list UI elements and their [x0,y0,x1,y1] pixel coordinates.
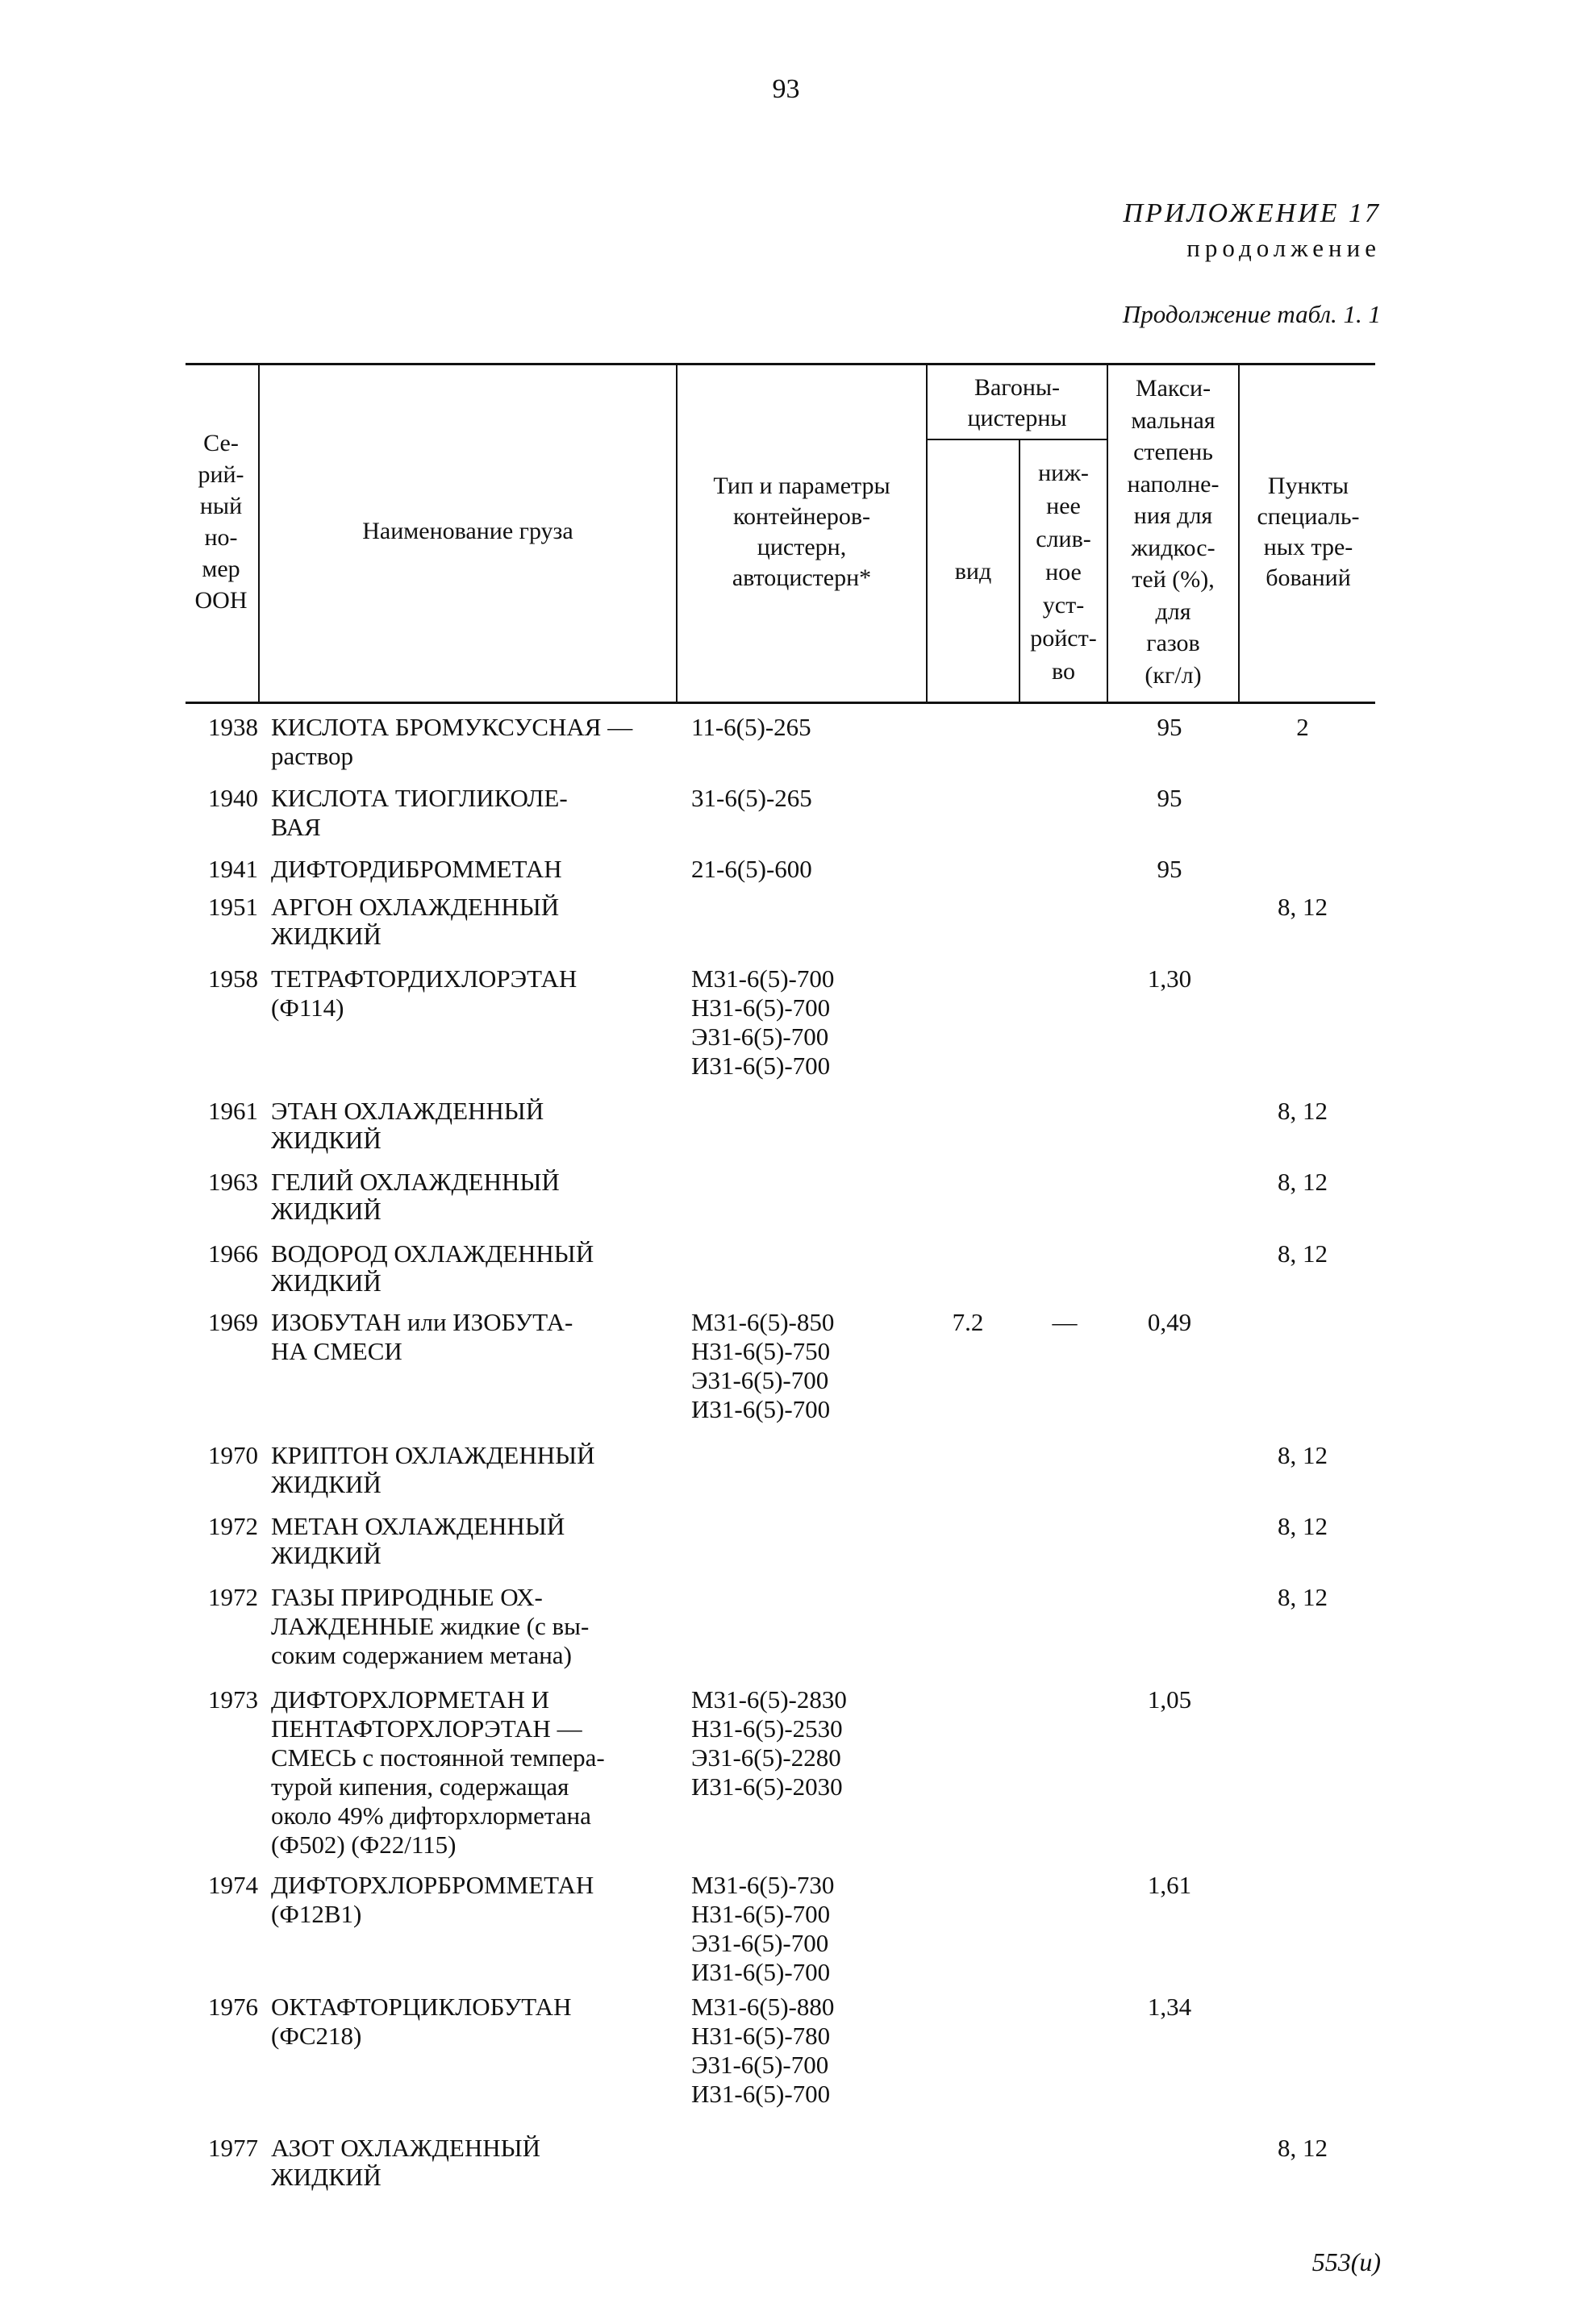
cargo-name-line: ВАЯ [271,813,321,841]
cargo-name-line: (Ф12В1) [271,1900,362,1928]
row-container-params [691,1871,885,1987]
param-line: Э31-6(5)-2280 [691,1743,841,1772]
row-container-params [691,1685,885,1801]
row-cargo-name [271,1239,669,1297]
header-max-fill: Макси- мальная степень наполне- ния для жидкос- тей (%), для газов (кг/л) [1127,375,1220,689]
cargo-name-line: ЛАЖДЕННЫЕ жидкие (с вы- [271,1612,590,1640]
param-line: Н31-6(5)-700 [691,993,831,1022]
row-serial-number: 1969 [208,1308,258,1336]
cargo-name-line: КИСЛОТА ТИОГЛИКОЛЕ- [271,784,568,812]
row-cargo-name [271,1993,669,2051]
param-line: И31-6(5)-700 [691,2080,831,2108]
cargo-name-line: ЖИДКИЙ [271,1126,382,1154]
row-serial-number: 1973 [208,1685,258,1714]
header-params: Тип и параметры контейнеров- цистерн, автоцистерн* [713,473,890,591]
param-line: Н31-6(5)-2530 [691,1714,843,1743]
row-cargo-name [271,1097,669,1155]
cargo-name-line: (ФС218) [271,2022,362,2050]
row-container-params [691,784,885,813]
header-bottom-rule [186,702,1375,704]
row-serial-number: 1961 [208,1097,258,1125]
table-top-rule [186,363,1375,365]
cargo-name-line: соким содержанием метана) [271,1641,572,1669]
row-cargo-name [271,893,669,951]
row-wagon-drain: — [1052,1308,1078,1336]
row-max-fill: 1,61 [1147,1871,1192,1899]
param-line: И31-6(5)-2030 [691,1772,843,1801]
row-max-fill: 95 [1157,784,1182,812]
row-container-params [691,855,885,884]
cargo-name-line: ЖИДКИЙ [271,1268,382,1297]
cargo-name-line: ТЕТРАФТОРДИХЛОРЭТАН [271,964,578,993]
param-line: М31-6(5)-730 [691,1871,835,1899]
row-serial-number: 1977 [208,2134,258,2162]
cargo-name-line: ЖИДКИЙ [271,1470,382,1498]
row-cargo-name [271,964,669,1022]
cargo-name-line: ВОДОРОД ОХЛАЖДЕННЫЙ [271,1239,594,1268]
cargo-name-line: ДИФТОРХЛОРМЕТАН И [271,1685,550,1714]
param-line: Н31-6(5)-700 [691,1900,831,1928]
row-special-points: 8, 12 [1278,1583,1328,1611]
cargo-name-line: ЖИДКИЙ [271,2163,382,2191]
cargo-name-line: ГАЗЫ ПРИРОДНЫЕ ОХ- [271,1583,543,1611]
row-special-points: 8, 12 [1278,893,1328,921]
table-caption: Продолжение табл. 1. 1 [1122,300,1381,328]
row-serial-number: 1972 [208,1512,258,1540]
cargo-name-line: раствор [271,742,353,770]
row-container-params [691,964,885,1081]
param-line: 21-6(5)-600 [691,855,812,883]
param-line: М31-6(5)-700 [691,964,835,993]
row-cargo-name [271,1871,669,1929]
cargo-name-line: (Ф502) (Ф22/115) [271,1830,457,1859]
row-serial-number: 1966 [208,1239,258,1268]
row-cargo-name [271,855,669,884]
row-cargo-name [271,1308,669,1366]
row-cargo-name [271,1512,669,1570]
row-serial-number: 1976 [208,1993,258,2021]
page-number: 93 [772,74,800,104]
row-container-params [691,1993,885,2109]
cargo-name-line: ЭТАН ОХЛАЖДЕННЫЙ [271,1097,544,1125]
row-cargo-name [271,1583,669,1670]
cargo-name-line: МЕТАН ОХЛАЖДЕННЫЙ [271,1512,565,1540]
cargo-name-line: ЖИДКИЙ [271,1197,382,1225]
param-line: М31-6(5)-850 [691,1308,835,1336]
cargo-name-line: ИЗОБУТАН или ИЗОБУТА- [271,1308,573,1336]
param-line: 31-6(5)-265 [691,784,812,812]
cargo-name-line: ДИФТОРХЛОРБРОММЕТАН [271,1871,594,1899]
footer-code: 553(и) [1311,2247,1381,2276]
appendix-subtitle: продолжение [1186,234,1381,262]
param-line: М31-6(5)-880 [691,1993,835,2021]
cargo-name-line: ЖИДКИЙ [271,1541,382,1569]
cargo-name-line: КРИПТОН ОХЛАЖДЕННЫЙ [271,1441,595,1469]
row-container-params [691,713,885,742]
param-line: Э31-6(5)-700 [691,1366,829,1394]
cargo-name-line: АЗОТ ОХЛАЖДЕННЫЙ [271,2134,541,2162]
cargo-name-line: (Ф114) [271,993,344,1022]
cargo-name-line: НА СМЕСИ [271,1337,402,1365]
row-special-points: 8, 12 [1278,2134,1328,2162]
cargo-name-line: ДИФТОРДИБРОММЕТАН [271,855,562,883]
row-serial-number: 1970 [208,1441,258,1469]
row-special-points: 8, 12 [1278,1168,1328,1196]
header-wagons: Вагоны- цистерны [967,374,1067,431]
row-container-params [691,1308,885,1424]
row-cargo-name [271,784,669,842]
row-serial-number: 1941 [208,855,258,883]
param-line: И31-6(5)-700 [691,1395,831,1423]
row-max-fill: 1,34 [1147,1993,1192,2021]
param-line: 11-6(5)-265 [691,713,811,741]
row-max-fill: 95 [1157,855,1182,883]
row-serial-number: 1972 [208,1583,258,1611]
row-special-points: 8, 12 [1278,1097,1328,1125]
header-points: Пункты специаль- ных тре- бований [1257,473,1360,591]
cargo-name-line: СМЕСЬ с постоянной темпера- [271,1743,605,1772]
param-line: И31-6(5)-700 [691,1958,831,1986]
header-wagon-kind: вид [954,558,992,585]
row-cargo-name [271,2134,669,2192]
param-line: Н31-6(5)-780 [691,2022,831,2050]
param-line: Н31-6(5)-750 [691,1337,831,1365]
row-special-points: 8, 12 [1278,1512,1328,1540]
cargo-name-line: ПЕНТАФТОРХЛОРЭТАН — [271,1714,582,1743]
cargo-name-line: АРГОН ОХЛАЖДЕННЫЙ [271,893,560,921]
row-wagon-kind: 7.2 [952,1308,984,1336]
cargo-name-line: ЖИДКИЙ [271,922,382,950]
wagons-sub-rule [926,439,1107,440]
param-line: И31-6(5)-700 [691,1052,831,1080]
row-serial-number: 1958 [208,964,258,993]
row-cargo-name [271,1168,669,1226]
cargo-name-line: ОКТАФТОРЦИКЛОБУТАН [271,1993,572,2021]
row-max-fill: 1,30 [1147,964,1192,993]
header-name: Наименование груза [362,518,573,544]
row-serial-number: 1938 [208,713,258,741]
param-line: Э31-6(5)-700 [691,2051,829,2079]
header-wagon-drain: ниж- нее слив- ное уст- ройст- во [1030,460,1097,685]
param-line: М31-6(5)-2830 [691,1685,847,1714]
row-serial-number: 1963 [208,1168,258,1196]
header-serial: Се- рий- ный но- мер ООН [194,430,248,614]
row-serial-number: 1974 [208,1871,258,1899]
cargo-name-line: ГЕЛИЙ ОХЛАЖДЕННЫЙ [271,1168,560,1196]
row-cargo-name [271,1685,669,1860]
row-special-points: 2 [1296,713,1309,741]
cargo-name-line: турой кипения, содержащая [271,1772,569,1801]
row-cargo-name [271,1441,669,1499]
row-max-fill: 95 [1157,713,1182,741]
param-line: Э31-6(5)-700 [691,1929,829,1957]
row-serial-number: 1940 [208,784,258,812]
row-cargo-name [271,713,669,771]
cargo-name-line: КИСЛОТА БРОМУКСУСНАЯ — [271,713,633,741]
appendix-title: ПРИЛОЖЕНИЕ 17 [1123,198,1381,228]
param-line: Э31-6(5)-700 [691,1022,829,1051]
row-max-fill: 1,05 [1147,1685,1192,1714]
row-special-points: 8, 12 [1278,1239,1328,1268]
row-max-fill: 0,49 [1147,1308,1192,1336]
row-special-points: 8, 12 [1278,1441,1328,1469]
cargo-name-line: около 49% дифторхлорметана [271,1801,591,1830]
row-serial-number: 1951 [208,893,258,921]
